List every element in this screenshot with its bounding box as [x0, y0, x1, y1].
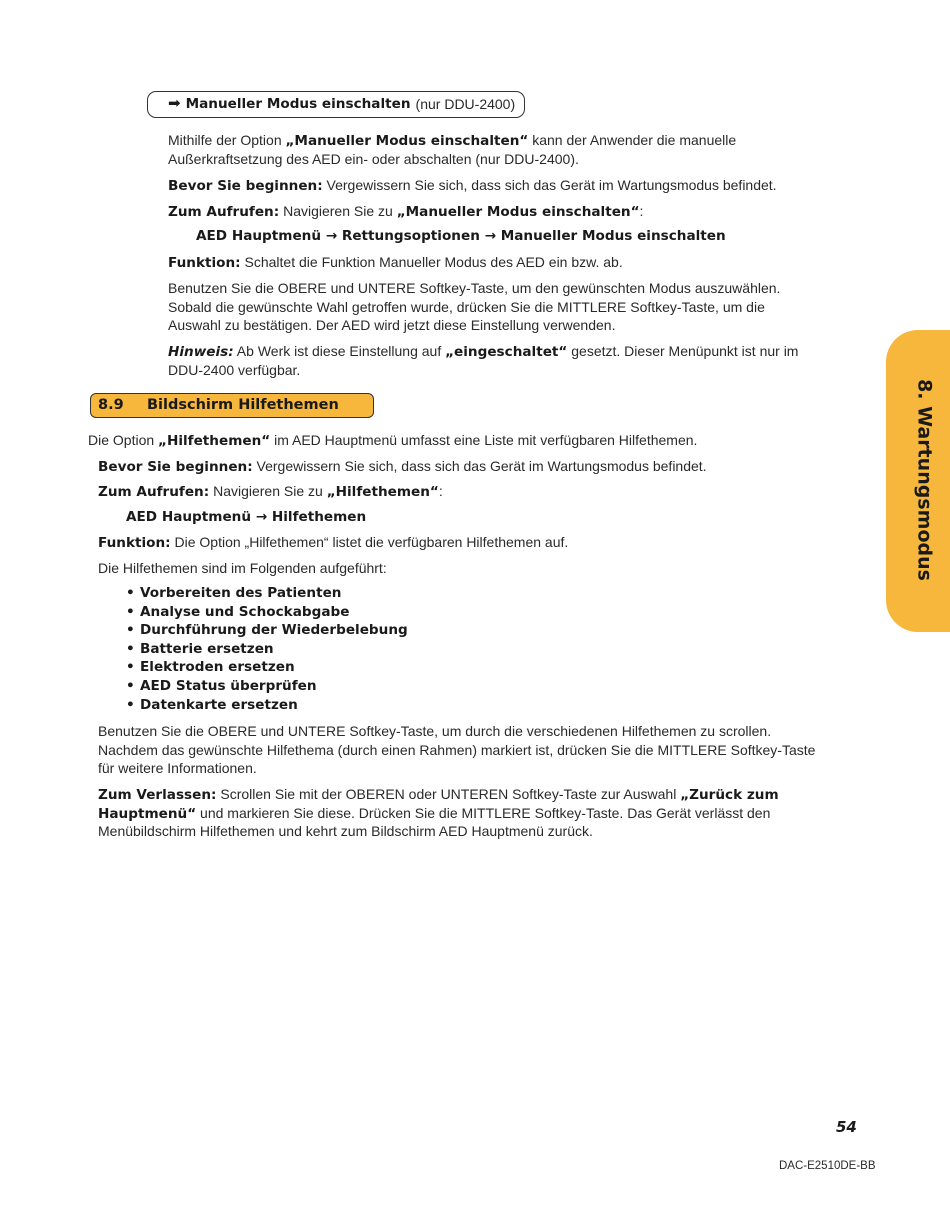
manual-usage-line1: Benutzen Sie die OBERE und UNTERE Softkey-Taste, um den gewünschten Modus auszuwählen.	[168, 280, 781, 296]
page-number: 54	[836, 1118, 857, 1136]
help-exit-line3: Menübildschirm Hilfethemen und kehrt zum Bildschirm AED Hauptmenü zurück.	[98, 823, 593, 839]
chapter-side-tab-label: 8. Wartungsmodus	[913, 379, 936, 581]
help-usage-line1: Benutzen Sie die OBERE und UNTERE Softkey-Taste, um durch die verschiedenen Hilfethemen zu scrollen.	[98, 723, 772, 739]
manual-access: Zum Aufrufen: Navigieren Sie zu „Manueller Modus einschalten“:	[168, 203, 644, 220]
manual-hint-line1: Hinweis: Ab Werk ist diese Einstellung auf „eingeschaltet“ gesetzt. Dieser Menüpunkt ist nur im	[168, 343, 799, 360]
arrow-right-icon: ➡	[168, 95, 181, 113]
section-heading-number: 8.9	[98, 397, 124, 414]
document-code: DAC-E2510DE-BB	[779, 1160, 876, 1172]
help-menu-path: AED Hauptmenü → Hilfethemen	[126, 509, 367, 525]
manual-function: Funktion: Schaltet die Funktion Manueller Modus des AED ein bzw. ab.	[168, 254, 623, 271]
list-item: • Datenkarte ersetzen	[126, 696, 408, 715]
help-topics-list	[126, 584, 408, 714]
manual-menu-path: AED Hauptmenü → Rettungsoptionen → Manueller Modus einschalten	[196, 228, 726, 244]
list-item: • Batterie ersetzen	[126, 640, 408, 659]
help-usage-line3: für weitere Informationen.	[98, 760, 257, 776]
manual-hint-line2: DDU-2400 verfügbar.	[168, 362, 301, 378]
help-before: Bevor Sie beginnen: Vergewissern Sie sich, dass sich das Gerät im Wartungsmodus befindet.	[98, 458, 707, 475]
help-intro: Die Option „Hilfethemen“ im AED Hauptmenü umfasst eine Liste mit verfügbaren Hilfethemen.	[88, 432, 698, 449]
help-usage-line2: Nachdem das gewünschte Hilfethema (durch einen Rahmen) markiert ist, drücken Sie die MITTLERE Softkey-Taste	[98, 742, 816, 758]
list-item: • Vorbereiten des Patienten	[126, 584, 408, 603]
list-item: • Elektroden ersetzen	[126, 658, 408, 677]
help-function: Funktion: Die Option „Hilfethemen“ listet die verfügbaren Hilfethemen auf.	[98, 534, 569, 551]
help-exit-line1: Zum Verlassen: Scrollen Sie mit der OBEREN oder UNTEREN Softkey-Taste zur Auswahl „Zurück zum	[98, 786, 779, 803]
manual-before: Bevor Sie beginnen: Vergewissern Sie sich, dass sich das Gerät im Wartungsmodus befindet.	[168, 177, 777, 194]
section-box-title: Manueller Modus einschalten	[185, 96, 411, 113]
list-item: • Analyse und Schockabgabe	[126, 603, 408, 622]
manual-intro-line1: Mithilfe der Option „Manueller Modus einschalten“ kann der Anwender die manuelle	[168, 132, 737, 149]
list-item: • AED Status überprüfen	[126, 677, 408, 696]
manual-usage-line3: Auswahl zu bestätigen. Der AED wird jetzt diese Einstellung verwenden.	[168, 317, 616, 333]
section-box-note: (nur DDU-2400)	[415, 96, 516, 113]
section-heading	[90, 393, 374, 418]
list-item: • Durchführung der Wiederbelebung	[126, 621, 408, 640]
manual-usage-line2: Sobald die gewünschte Wahl getroffen wurde, drücken Sie die MITTLERE Softkey-Taste, um die	[168, 299, 765, 315]
help-list-intro: Die Hilfethemen sind im Folgenden aufgeführt:	[98, 560, 387, 576]
section-box	[147, 91, 525, 118]
help-access: Zum Aufrufen: Navigieren Sie zu „Hilfethemen“:	[98, 483, 443, 500]
manual-intro-line2: Außerkraftsetzung des AED ein- oder abschalten (nur DDU-2400).	[168, 151, 579, 167]
help-exit-line2: Hauptmenü“ und markieren Sie diese. Drücken Sie die MITTLERE Softkey-Taste. Das Gerät verlässt den	[98, 805, 771, 822]
section-heading-title: Bildschirm Hilfethemen	[147, 397, 339, 414]
